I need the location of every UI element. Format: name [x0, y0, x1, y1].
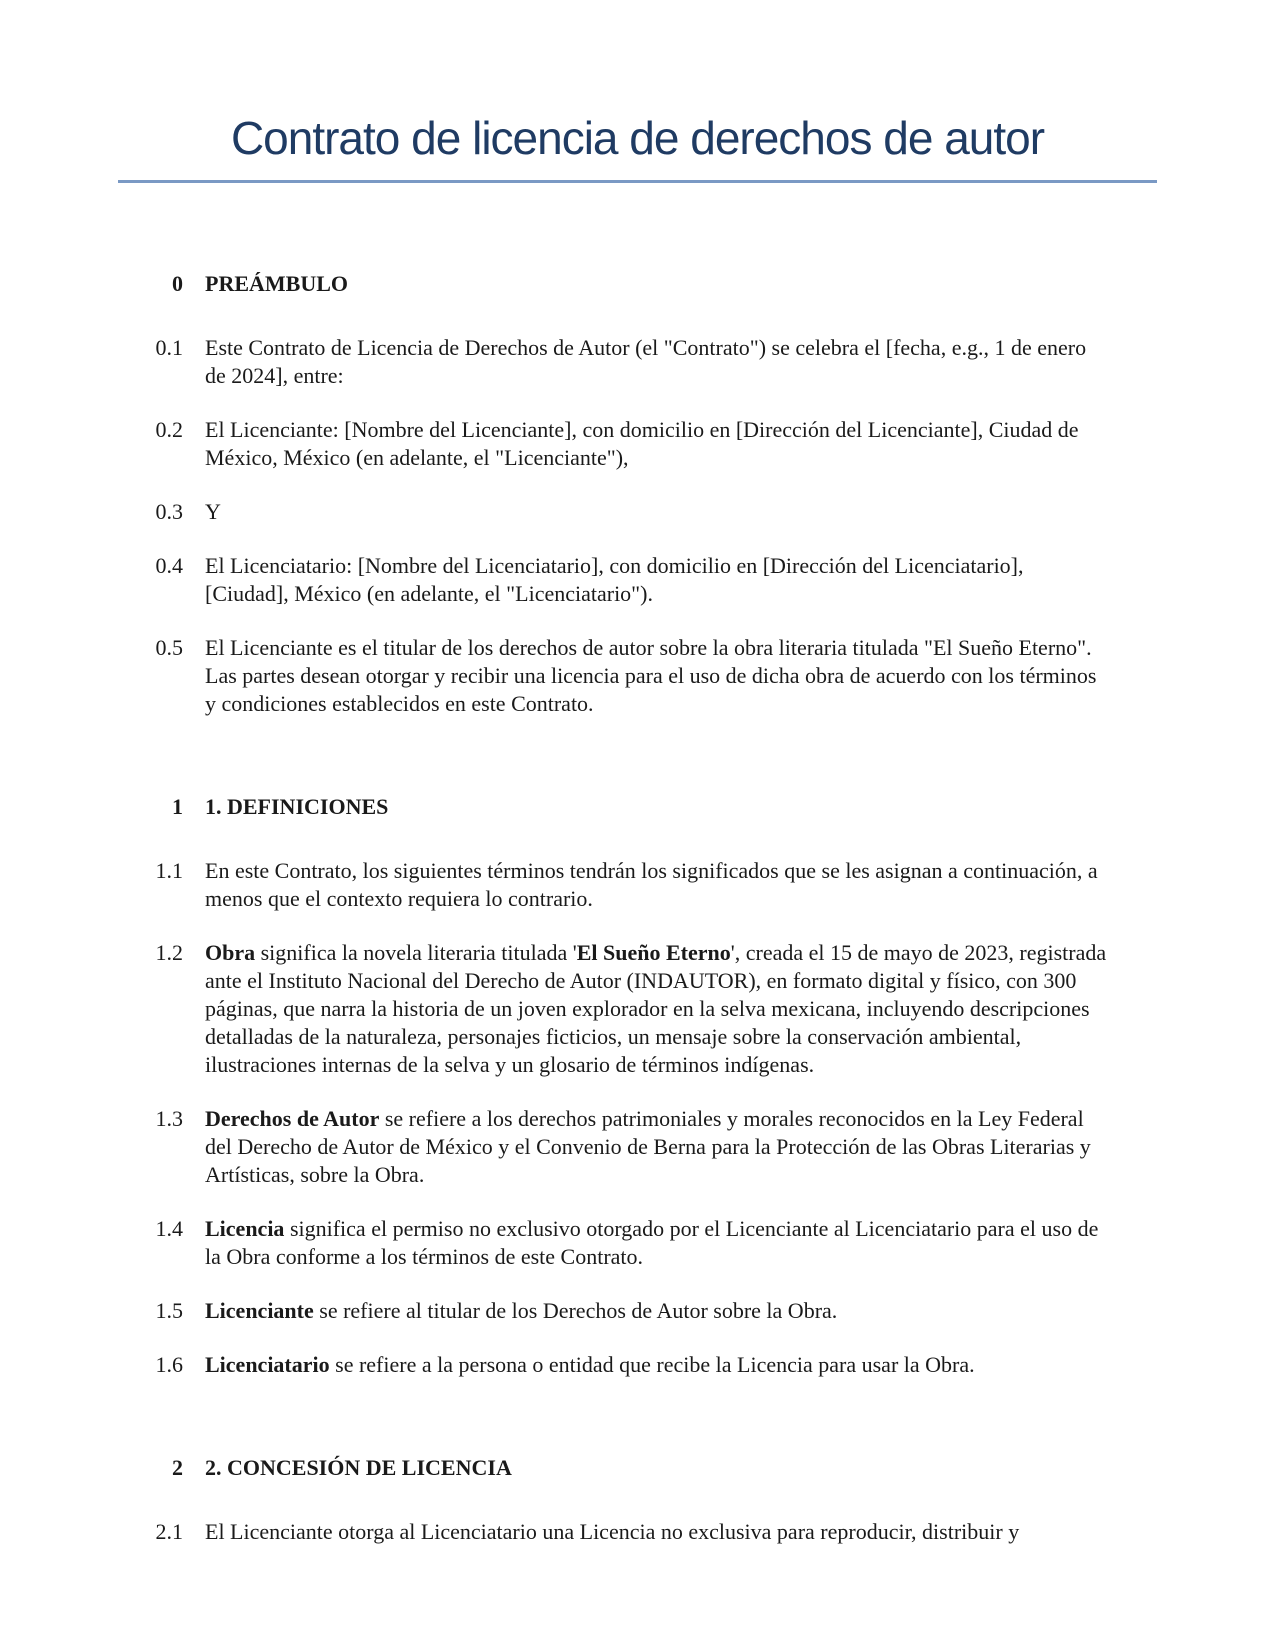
- clause-number: 0.5: [155, 635, 183, 660]
- clause-text: Licenciante se refiere al titular de los Derechos de Autor sobre la Obra.: [205, 1298, 838, 1323]
- clause-text: El Licenciante: [Nombre del Licenciante], con domicilio en [Dirección del Licenciante], Ciudad de México, México (en adelante, el "Licenciante"),: [205, 417, 1079, 470]
- clause-number: 1.1: [155, 858, 183, 883]
- section-heading: [172, 1454, 1110, 1482]
- heading-text: 2. CONCESIÓN DE LICENCIA: [205, 1455, 512, 1480]
- clause-text: El Licenciante otorga al Licenciatario una Licencia no exclusiva para reproducir, distribuir y: [205, 1519, 1020, 1544]
- clause: [155, 857, 1110, 913]
- clause-text: En este Contrato, los siguientes términos tendrán los significados que se les asignan a continuación, a menos que el contexto requiera lo contrario.: [205, 858, 1098, 911]
- clause: [155, 334, 1110, 390]
- document-body: [155, 195, 1110, 1572]
- clause: [155, 939, 1110, 1079]
- clause-number: 2.1: [155, 1519, 183, 1544]
- clause-text: Este Contrato de Licencia de Derechos de Autor (el "Contrato") se celebra el [fecha, e.g., 1 de enero de 2024], entre:: [205, 335, 1087, 388]
- section-heading: [172, 793, 1110, 821]
- clause-number: 1.3: [155, 1106, 183, 1131]
- clause-number: 1.4: [155, 1216, 183, 1241]
- clause-number: 1.6: [155, 1352, 183, 1377]
- clause: [155, 1215, 1110, 1271]
- clause: [155, 498, 1110, 526]
- clause-text: Derechos de Autor se refiere a los derechos patrimoniales y morales reconocidos en la Ley Federal del Derecho de Autor de México y el Convenio de Berna para la Protección de las Obras Literarias y Artísticas, sobre la Obra.: [205, 1106, 1091, 1187]
- clause-number: 0.2: [155, 417, 183, 442]
- heading-text: 1. DEFINICIONES: [205, 794, 389, 819]
- clause: [155, 552, 1110, 608]
- heading-number: 2: [172, 1455, 183, 1480]
- clause-text: Licencia significa el permiso no exclusivo otorgado por el Licenciante al Licenciatario para el uso de la Obra conforme a los términos de este Contrato.: [205, 1216, 1099, 1269]
- clause: [155, 1297, 1110, 1325]
- clause-text: El Licenciante es el titular de los derechos de autor sobre la obra literaria titulada "El Sueño Eterno". Las partes desean otorgar y recibir una licencia para el uso de dicha obra de acuerdo con los términos y condiciones establecidos en este Contrato.: [205, 635, 1097, 716]
- clause-text: Obra significa la novela literaria titulada 'El Sueño Eterno', creada el 15 de mayo de 2023, registrada ante el Instituto Nacional del Derecho de Autor (INDAUTOR), en formato digital y físico, con 300 páginas, que narra la historia de un joven explorador en la selva mexicana, incluyendo descripciones detalladas de la naturaleza, personajes ficticios, un mensaje sobre la conservación ambiental, ilustraciones internas de la selva y un glosario de términos indígenas.: [205, 940, 1107, 1077]
- clause: [155, 1351, 1110, 1379]
- heading-number: 0: [172, 271, 183, 296]
- clause-text: Y: [205, 499, 221, 524]
- clause-number: 1.5: [155, 1298, 183, 1323]
- clause-number: 0.3: [155, 499, 183, 524]
- clause-number: 0.1: [155, 335, 183, 360]
- clause: [155, 1518, 1110, 1546]
- clause-number: 0.4: [155, 553, 183, 578]
- clause: [155, 416, 1110, 472]
- clause: [155, 634, 1110, 718]
- clause-text: Licenciatario se refiere a la persona o entidad que recibe la Licencia para usar la Obra.: [205, 1352, 975, 1377]
- clause: [155, 1105, 1110, 1189]
- clause-text: El Licenciatario: [Nombre del Licenciatario], con domicilio en [Dirección del Licenciatario], [Ciudad], México (en adelante, el "Licenciatario").: [205, 553, 1024, 606]
- clause-number: 1.2: [155, 940, 183, 965]
- heading-number: 1: [172, 794, 183, 819]
- title-block: [118, 112, 1157, 183]
- section-heading: [172, 270, 1110, 298]
- heading-text: PREÁMBULO: [205, 271, 348, 296]
- document-title: Contrato de licencia de derechos de autor: [230, 112, 1045, 164]
